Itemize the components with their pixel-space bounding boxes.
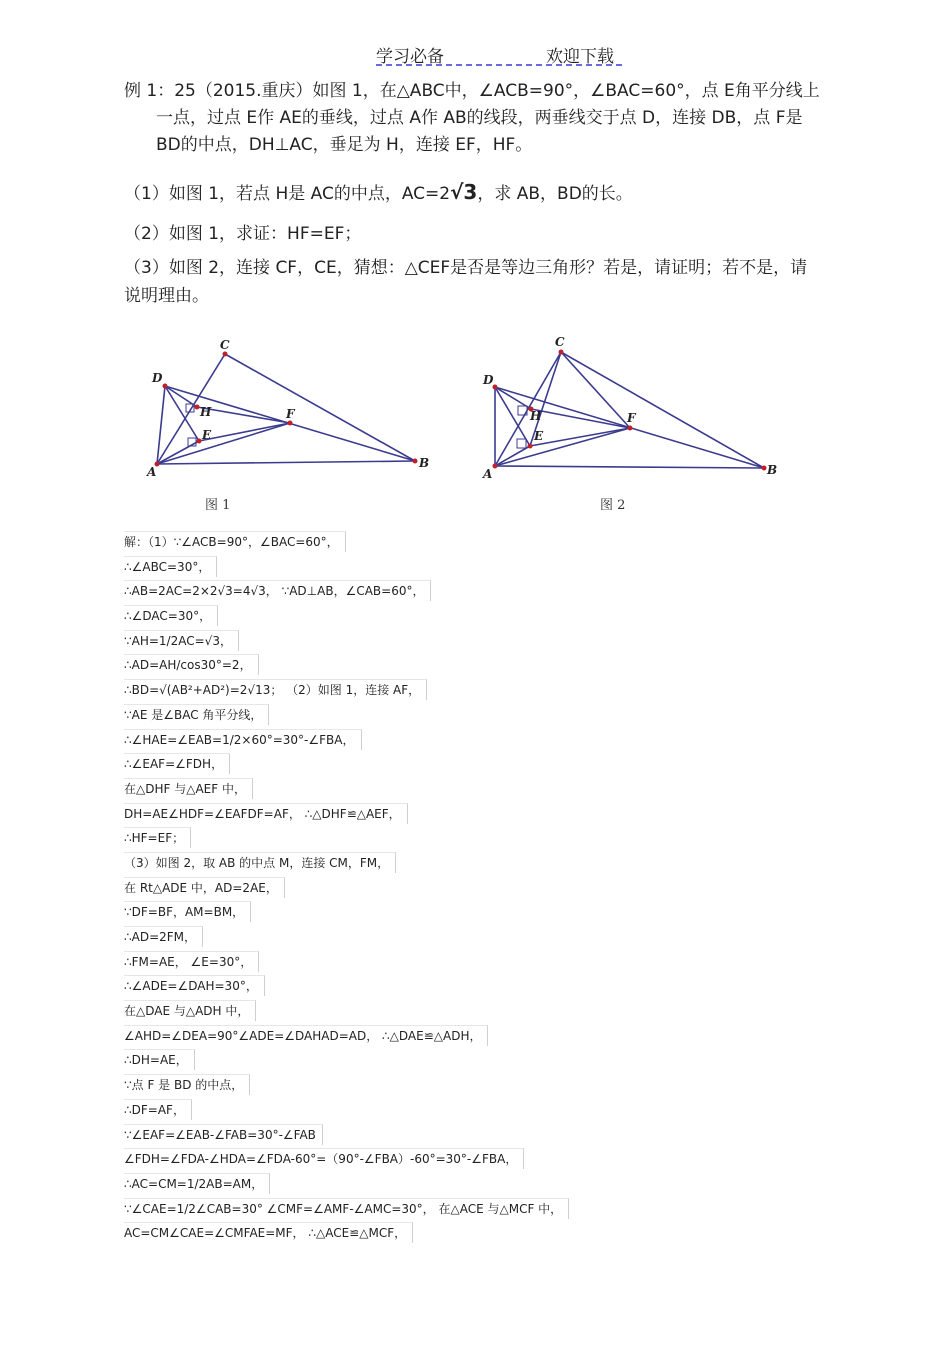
solution-line-text: ∴DF=AF， — [124, 1099, 192, 1120]
solution-line — [124, 851, 924, 876]
solution-line — [124, 555, 924, 580]
solution-line-text: ∵∠EAF=∠EAB-∠FAB=30°-∠FAB — [124, 1124, 323, 1145]
label-e: E — [534, 429, 544, 443]
question-1-text-a: （1）如图 1，若点 H是 AC的中点，AC=2 — [124, 184, 451, 204]
solution-line-text: ∴∠DAC=30°， — [124, 605, 218, 626]
segment-ac — [495, 352, 561, 466]
question-2: （2）如图 1，求证：HF=EF； — [124, 224, 362, 244]
header-right-text: 欢迎下载 — [546, 47, 614, 67]
label-c: C — [220, 338, 230, 352]
solution-line-text: ∴DH=AE， — [124, 1049, 195, 1070]
solution-line-text: ∵∠CAE=1/2∠CAB=30° ∠CMF=∠AMF-∠AMC=30°， 在△ACE 与△MCF 中， — [124, 1198, 569, 1219]
label-c: C — [555, 335, 565, 349]
solution-line — [124, 1197, 924, 1222]
problem-line-1: 例 1：25（2015.重庆）如图 1，在△ABC中，∠ACB=90°，∠BAC=60°，点 E角平分线上 — [124, 81, 820, 101]
solution-line-text: ∴AB=2AC=2×2√3=4√3， ∵AD⊥AB，∠CAB=60°， — [124, 580, 431, 601]
solution-line — [124, 703, 924, 728]
solution-block — [124, 530, 924, 1246]
solution-line — [124, 604, 924, 629]
figure-1 — [145, 330, 445, 484]
solution-line — [124, 900, 924, 925]
segment-ef — [199, 423, 290, 441]
label-a: A — [147, 465, 157, 479]
solution-line-text: ∠FDH=∠FDA-∠HDA=∠FDA-60°=（90°-∠FBA）-60°=30°-∠FBA， — [124, 1148, 524, 1169]
solution-line-text: ∴AD=AH/cos30°=2， — [124, 654, 259, 675]
solution-line — [124, 1048, 924, 1073]
figure-2-caption: 图 2 — [600, 498, 626, 513]
point-f — [288, 421, 293, 426]
solution-line — [124, 1024, 924, 1049]
solution-line-text: ∴AC=CM=1/2AB=AM， — [124, 1173, 270, 1194]
solution-line-text: （3）如图 2，取 AB 的中点 M，连接 CM，FM， — [124, 852, 396, 873]
solution-line — [124, 802, 924, 827]
segment-ef — [530, 428, 630, 446]
label-h: H — [200, 405, 212, 419]
solution-line-text: ∴BD=√(AB²+AD²)=2√13； （2）如图 1，连接 AF， — [124, 679, 427, 700]
solution-line — [124, 826, 924, 851]
point-c — [223, 352, 228, 357]
segment-cb — [225, 354, 415, 461]
solution-line — [124, 728, 924, 753]
problem-statement — [124, 78, 874, 159]
segment-af — [495, 428, 630, 466]
solution-line-text: AC=CM∠CAE=∠CMFAE=MF， ∴△ACE≌△MCF， — [124, 1222, 413, 1243]
solution-line — [124, 1147, 924, 1172]
solution-line — [124, 752, 924, 777]
solution-line — [124, 876, 924, 901]
solution-line-text: ∴∠HAE=∠EAB=1/2×60°=30°-∠FBA， — [124, 729, 362, 750]
solution-line — [124, 530, 924, 555]
right-angle-mark-e — [517, 439, 526, 448]
solution-line-text: ∴∠ABC=30°， — [124, 556, 217, 577]
solution-line-text: ∵AH=1/2AC=√3， — [124, 630, 239, 651]
point-c — [559, 350, 564, 355]
point-f — [628, 426, 633, 431]
figure-1-caption: 图 1 — [205, 498, 231, 513]
figure-1-diagram — [145, 330, 445, 480]
solution-line — [124, 1073, 924, 1098]
figure-2-diagram — [478, 330, 798, 480]
segment-ab — [157, 461, 415, 464]
label-d: D — [483, 373, 494, 387]
segment-af — [157, 423, 290, 464]
point-e — [197, 439, 202, 444]
header-left-text: 学习必备 — [376, 47, 444, 67]
solution-line — [124, 1221, 924, 1246]
solution-line — [124, 1098, 924, 1123]
label-f: F — [627, 411, 636, 425]
segment-ac — [157, 354, 225, 464]
point-d — [163, 384, 168, 389]
solution-line — [124, 999, 924, 1024]
point-b — [413, 459, 418, 464]
solution-line — [124, 950, 924, 975]
label-b: B — [419, 456, 430, 470]
solution-line — [124, 1172, 924, 1197]
label-f: F — [286, 407, 295, 421]
label-d: D — [152, 371, 163, 385]
question-3 — [124, 254, 874, 310]
solution-line-text: 在△DHF 与△AEF 中， — [124, 778, 253, 799]
question-1-text-b: ，求 AB，BD的长。 — [477, 184, 633, 204]
solution-line — [124, 653, 924, 678]
solution-line-text: ∵AE 是∠BAC 角平分线， — [124, 704, 269, 725]
point-b — [762, 466, 767, 471]
solution-line-text: 在△DAE 与△ADH 中， — [124, 1000, 256, 1021]
solution-line-text: ∴AD=2FM， — [124, 926, 203, 947]
solution-line-text: DH=AE∠HDF=∠EAFDF=AF， ∴△DHF≌△AEF， — [124, 803, 408, 824]
label-e: E — [202, 428, 212, 442]
solution-line — [124, 629, 924, 654]
solution-line-text: ∴∠EAF=∠FDH， — [124, 753, 230, 774]
solution-line — [124, 678, 924, 703]
problem-line-2: 一点，过点 E作 AE的垂线，过点 A作 AB的线段，两垂线交于点 D，连接 DB，点 F是 — [156, 108, 803, 128]
solution-line-text: ∠AHD=∠DEA=90°∠ADE=∠DAHAD=AD， ∴△DAE≌△ADH， — [124, 1025, 488, 1046]
point-a — [493, 464, 498, 469]
point-e — [528, 444, 533, 449]
label-b: B — [767, 463, 778, 477]
solution-line-text: ∵DF=BF，AM=BM， — [124, 901, 251, 922]
solution-line-text: 解：（1）∵∠ACB=90°，∠BAC=60°， — [124, 531, 346, 552]
solution-line-text: 在 Rt△ADE 中，AD=2AE， — [124, 877, 285, 898]
solution-line — [124, 974, 924, 999]
question-3-line-1: （3）如图 2，连接 CF，CE，猜想：△CEF是否是等边三角形？若是，请证明；若不是，请 — [124, 258, 808, 278]
solution-line — [124, 925, 924, 950]
segment-ab — [495, 466, 764, 468]
figure-2 — [478, 330, 798, 484]
solution-line-text: ∴FM=AE， ∠E=30°， — [124, 951, 259, 972]
header-dashed-rule — [376, 64, 622, 66]
point-h — [195, 405, 200, 410]
solution-line — [124, 579, 924, 604]
question-1 — [124, 178, 874, 208]
label-a: A — [483, 467, 493, 480]
label-h: H — [530, 409, 542, 423]
problem-line-3: BD的中点，DH⊥AC，垂足为 H，连接 EF，HF。 — [156, 135, 533, 155]
solution-line-text: ∵点 F 是 BD 的中点， — [124, 1074, 250, 1095]
solution-line — [124, 1123, 924, 1148]
solution-line-text: ∴∠ADE=∠DAH=30°， — [124, 975, 265, 996]
segment-cb — [561, 352, 764, 468]
solution-line-text: ∴HF=EF； — [124, 827, 191, 848]
solution-line — [124, 777, 924, 802]
question-3-line-2: 说明理由。 — [124, 286, 209, 306]
question-1-radical: √3 — [450, 180, 478, 204]
